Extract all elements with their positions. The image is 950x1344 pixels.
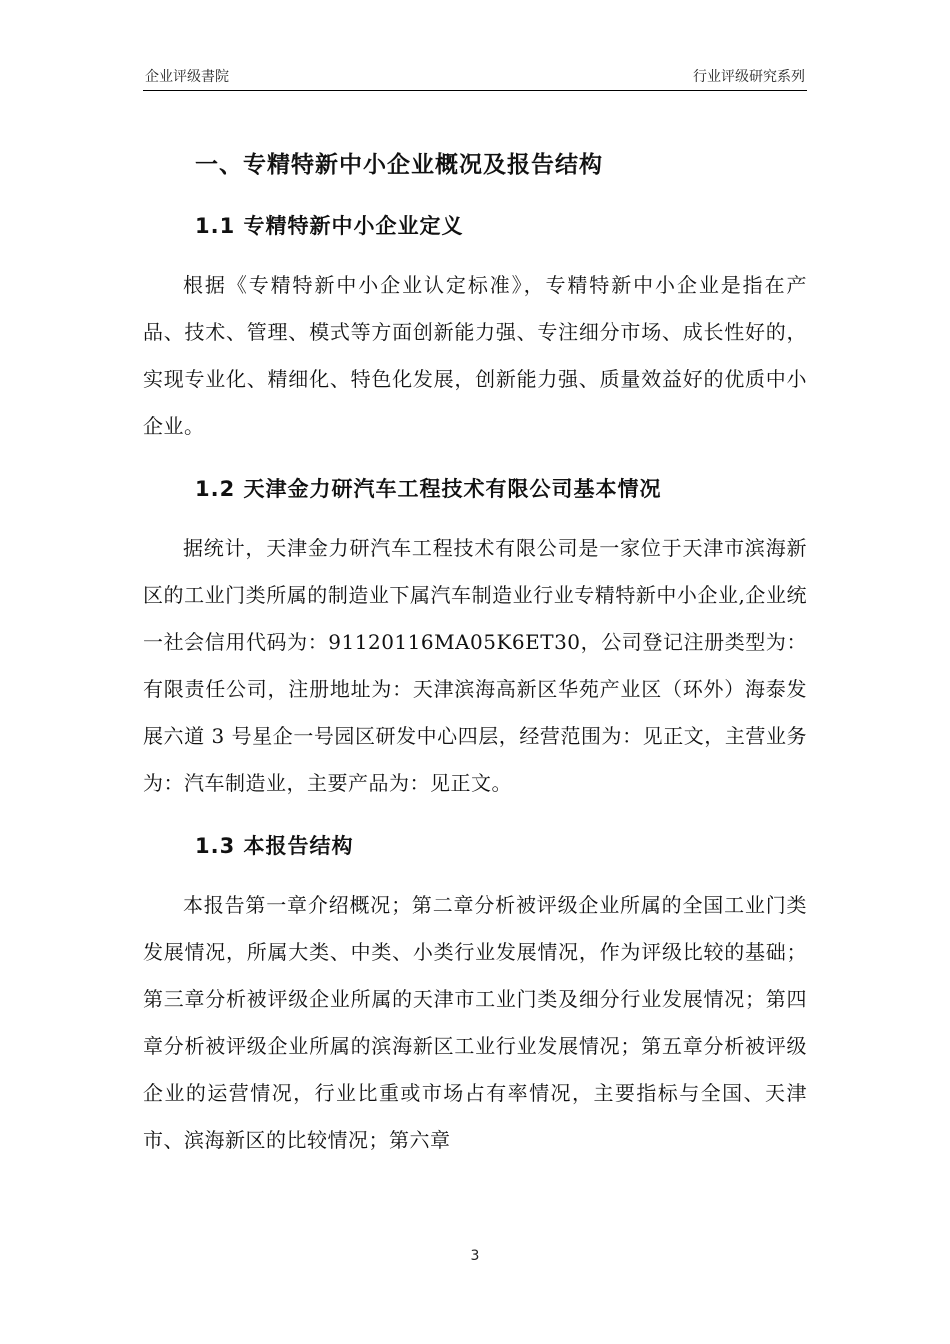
subsection-title-1-3: 1.3 本报告结构 <box>195 834 354 858</box>
page-header <box>143 66 807 91</box>
header-left-text: 企业评级書院 <box>145 69 229 85</box>
header-right-text: 行业评级研究系列 <box>693 69 805 85</box>
document-body <box>143 140 807 1164</box>
paragraph-definition: 根据《专精特新中小企业认定标准》，专精特新中小企业是指在产品、技术、管理、模式等方面创新能力强、专注细分市场、成长性好的，实现专业化、精细化、特色化发展，创新能力强、质量效益好的优质中小企业。 <box>143 273 807 438</box>
subsection-title-1-1: 1.1 专精特新中小企业定义 <box>195 214 464 238</box>
section-title: 一、专精特新中小企业概况及报告结构 <box>195 152 603 178</box>
paragraph-company-info: 据统计，天津金力研汽车工程技术有限公司是一家位于天津市滨海新区的工业门类所属的制造业下属汽车制造业行业专精特新中小企业,企业统一社会信用代码为：91120116MA05K6ET30，公司登记注册类型为：有限责任公司，注册地址为：天津滨海高新区华苑产业区（环外）海泰发展六道 3 号星企一号园区研发中心四层，经营范围为：见正文，主营业务为：汽车制造业，主要产品为：见正文。 <box>143 536 807 795</box>
paragraph-report-structure: 本报告第一章介绍概况；第二章分析被评级企业所属的全国工业门类发展情况，所属大类、中类、小类行业发展情况，作为评级比较的基础；第三章分析被评级企业所属的天津市工业门类及细分行业发展情况；第四章分析被评级企业所属的滨海新区工业行业发展情况；第五章分析被评级企业的运营情况，行业比重或市场占有率情况，主要指标与全国、天津市、滨海新区的比较情况；第六章 <box>143 893 807 1152</box>
page-number: 3 <box>470 1248 480 1264</box>
subsection-title-1-2: 1.2 天津金力研汽车工程技术有限公司基本情况 <box>195 477 662 501</box>
